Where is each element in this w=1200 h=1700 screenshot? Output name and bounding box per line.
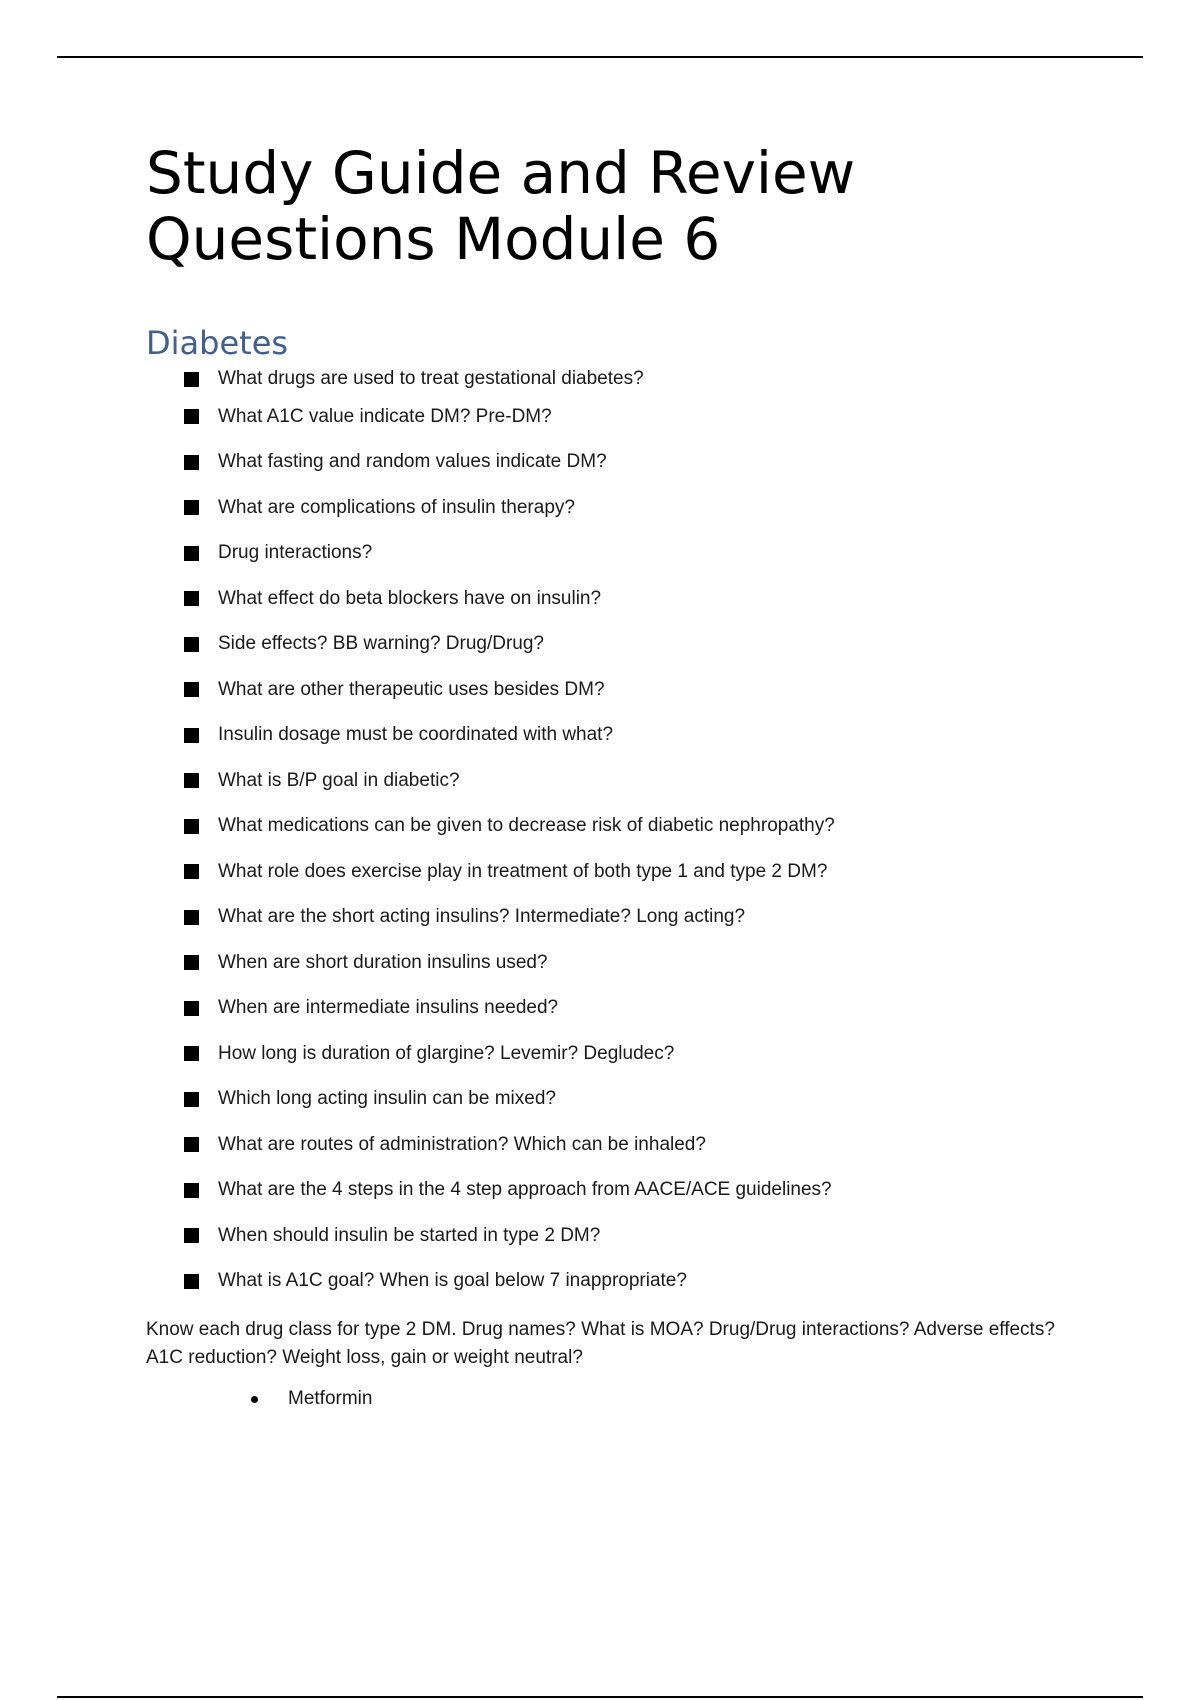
question-item [184,1122,1086,1168]
question-item [184,394,1086,440]
question-item [184,895,1086,941]
square-bullet-icon [184,682,199,697]
square-bullet-icon [184,637,199,652]
question-text: What are routes of administration? Which can be inhaled? [218,1133,706,1155]
question-text: When are intermediate insulins needed? [218,997,559,1019]
question-item [184,986,1086,1032]
question-item [184,485,1086,531]
question-item [184,1259,1086,1305]
question-text: What A1C value indicate DM? Pre-DM? [218,405,552,427]
square-bullet-icon [184,500,199,515]
question-text: What is A1C goal? When is goal below 7 inappropriate? [218,1270,687,1292]
square-bullet-icon [184,1274,199,1289]
question-text: What role does exercise play in treatment of both type 1 and type 2 DM? [218,860,828,882]
square-bullet-icon [184,773,199,788]
square-bullet-icon [184,955,199,970]
document-title: Study Guide and Review Questions Module 6 [146,139,856,273]
question-list [146,364,1086,1304]
question-text: How long is duration of glargine? Levemir? Degludec? [218,1042,675,1064]
drug-class-list [146,1384,1086,1414]
question-text: What fasting and random values indicate DM? [218,451,607,473]
section-heading-diabetes: Diabetes [146,324,289,362]
question-text: What drugs are used to treat gestational diabetes? [218,368,644,389]
drug-class-item [251,1384,1086,1414]
square-bullet-icon [184,819,199,834]
question-text: What are the short acting insulins? Intermediate? Long acting? [218,906,746,928]
question-item [184,576,1086,622]
question-text: Side effects? BB warning? Drug/Drug? [218,633,544,655]
square-bullet-icon [184,728,199,743]
question-text: What are complications of insulin therapy? [218,496,575,518]
question-item [184,758,1086,804]
square-bullet-icon [184,591,199,606]
square-bullet-icon [184,409,199,424]
instruction-paragraph: Know each drug class for type 2 DM. Drug names? What is MOA? Drug/Drug interactions? Adverse effects? A1C reduction? Weight loss, gain or weight neutral? [146,1319,1055,1368]
document-body [146,140,1086,1414]
question-text: Drug interactions? [218,542,373,564]
question-item [184,1077,1086,1123]
square-bullet-icon [184,455,199,470]
bottom-rule [57,1696,1143,1698]
question-text: When should insulin be started in type 2 DM? [218,1224,601,1246]
square-bullet-icon [184,1046,199,1061]
question-item [184,1213,1086,1259]
square-bullet-icon [184,1092,199,1107]
question-text: When are short duration insulins used? [218,951,548,973]
question-text: What are other therapeutic uses besides DM? [218,678,605,700]
square-bullet-icon [184,1137,199,1152]
square-bullet-icon [184,1228,199,1243]
square-bullet-icon [184,864,199,879]
square-bullet-icon [184,546,199,561]
square-bullet-icon [184,1001,199,1016]
question-item [184,1168,1086,1214]
question-text: What is B/P goal in diabetic? [218,769,460,791]
question-item [184,804,1086,850]
square-bullet-icon [184,1183,199,1198]
question-text: Insulin dosage must be coordinated with what? [218,724,614,746]
question-text: What medications can be given to decrease risk of diabetic nephropathy? [218,815,835,837]
question-text: What are the 4 steps in the 4 step approach from AACE/ACE guidelines? [218,1179,832,1201]
top-rule [57,56,1143,58]
square-bullet-icon [184,372,199,387]
question-text: Which long acting insulin can be mixed? [218,1088,556,1110]
question-item [184,622,1086,668]
question-item [184,531,1086,577]
question-item [184,364,1086,394]
question-item [184,940,1086,986]
question-item [184,849,1086,895]
question-item [184,1031,1086,1077]
question-item [184,713,1086,759]
dot-bullet-icon [251,1396,258,1403]
question-item [184,667,1086,713]
question-item [184,440,1086,486]
drug-class-text: Metformin [288,1388,373,1409]
question-text: What effect do beta blockers have on insulin? [218,587,602,609]
square-bullet-icon [184,910,199,925]
